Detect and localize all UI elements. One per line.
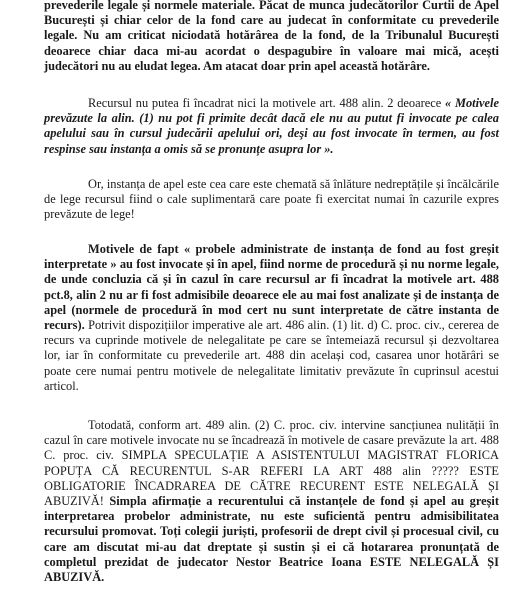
paragraph-normal-text: Potrivit dispozițiilor imperative ale art. 486 alin. (1) lit. d) C. proc. civ., cererea de recurs va cuprinde motivele de nelegalitate pe care se întemeiază recursul și dezvoltarea lor, iar în conformitate cu prevederile art. 488 din același cod, casarea unor hotărâri se poate cere numai pentru motivele de nelegalitate limitativ prevăzute în cuprinsul acestui articol.	[44, 318, 499, 393]
paragraph-instanta-apel	[44, 177, 499, 223]
paragraph-totodata	[44, 418, 499, 585]
legal-quote: « Motivele prevăzute la alin. (1) nu pot fi primite decât dacă ele nu au putut fi invocate pe calea apelului sau în cursul judecării apelului ori, deşi au fost invocate în termen, au fost respinse sau instanța a omis să se pronunțe asupra lor ».	[44, 96, 499, 156]
paragraph-bold-text: Simpla afirmație a recurentului că instanțele de fond și apel au greșit interpretarea probelor administrate, nu este suficientă pentru admisibilitatea recursului promovat. Toți colegii juriști, profesorii de drept civil și procesual civil, cu care am discutat mi-au dat dreptate și sustin și ei că hotararea pronunțată de completul prezidat de judecator Nestor Beatrice Ioana ESTE NELEGALĂ ȘI ABUZIVĂ.	[44, 494, 499, 585]
paragraph-text: Or, instanța de apel este cea care este chemată să înlăture nedreptățile și încălcările de lege recursul fiind o cale suplimentară care poate fi exercitat numai în cazurile expres prevăzute de lege!	[44, 177, 499, 222]
paragraph-apel-hotarare	[44, 0, 499, 74]
paragraph-bold-text: Motivele de fapt « probele administrate de instanța de fond au fost greșit interpretate » au fost invocate și în apel, fiind norme de procedură și nu norme legale, de unde concluzia că și în cazul în care recursul ar fi încadrat la motivele art. 488 pct.8, alin 2 nu ar fi fost admisibile deoarece ele au mai fost analizate și de instanța de apel (normele de procedură în mod cert nu sunt interpretate de către instanta de recurs).	[44, 242, 499, 333]
paragraph-text: prevederile legale și normele materiale. Păcat de munca judecătorilor Curtii de Apel București și chiar celor de la fond care au judecat în conformitate cu prevederile legale. Nu am criticat niciodată hotărârea de la fond, de la Tribunalul București deoarece chiar daca mi-au acordat o despagubire în valoare mai mică, acești judecători nu au eludat legea. Am atacat doar prin apel această hotărâre.	[44, 0, 499, 73]
paragraph-lead-text: Recursul nu putea fi încadrat nici la motivele art. 488 alin. 2 deoarece	[88, 96, 445, 110]
paragraph-normal-text: Totodată, conform art. 489 alin. (2) C. proc. civ. intervine sancțiunea nulității în cazul în care motivele invocate nu se încadrează în motivele de casare prevăzute la art. 488 C. proc. civ. SIMPLA SPECULAȚIE A ASISTENTULUI MAGISTRAT FLORICA POPUȚA CĂ RECURENTUL S-AR REFERI LA ART 488 alin ????? ESTE OBLIGATORIE ÎNCADRAREA DE CĂTRE RECURENT ESTE NELEGALĂ ȘI ABUZIVĂ!	[44, 418, 499, 509]
paragraph-motivele-de-fapt	[44, 242, 499, 394]
paragraph-recurs-art-488	[44, 96, 499, 157]
